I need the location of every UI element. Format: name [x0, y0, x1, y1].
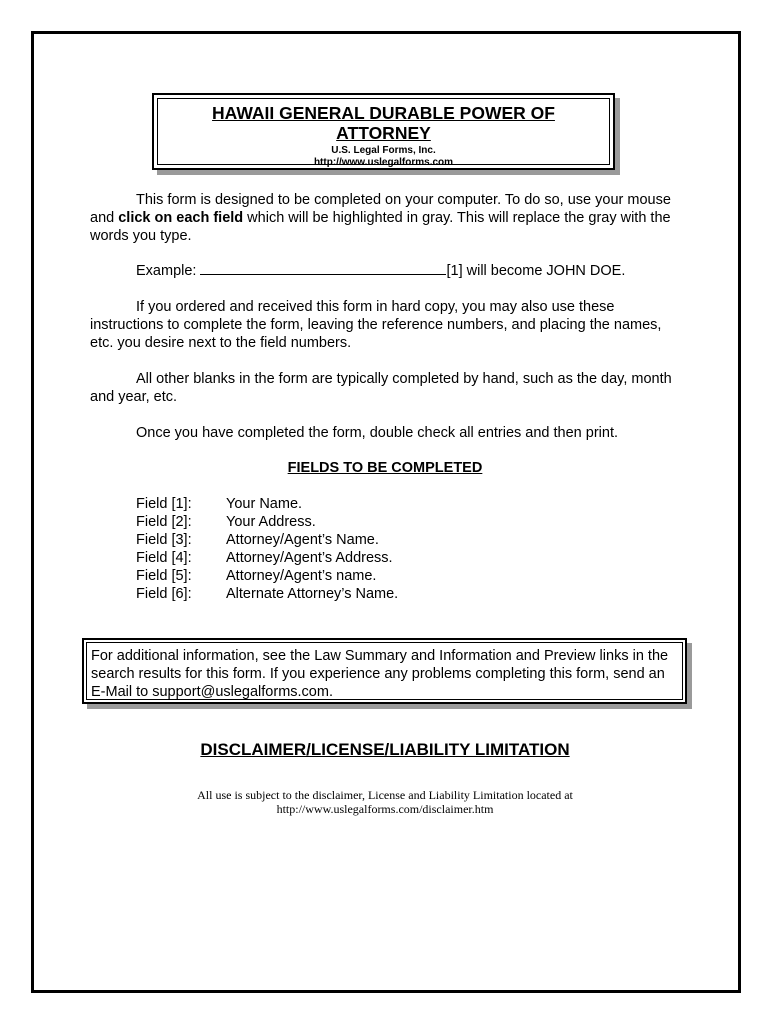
fields-heading: FIELDS TO BE COMPLETED	[287, 460, 483, 476]
intro-text-start: This form is designed to be completed on your computer. To do so, use your mouse and	[90, 192, 671, 226]
disclaimer-text	[0, 788, 770, 816]
field-row	[136, 567, 398, 585]
title-line-2: ATTORNEY	[336, 123, 431, 143]
field-number: Field [6]:	[136, 586, 192, 602]
field-row	[136, 513, 398, 531]
field-number: Field [1]:	[136, 496, 192, 512]
example-suffix: [1] will become JOHN DOE.	[446, 263, 626, 279]
field-number: Field [4]:	[136, 550, 192, 566]
other-blanks-paragraph: All other blanks in the form are typically completed by hand, such as the day, month and year, etc.	[90, 371, 672, 405]
title-inner-border	[157, 98, 610, 168]
field-description: Attorney/Agent’s Name.	[226, 532, 379, 548]
field-row	[136, 495, 398, 513]
publisher-website: http://www.uslegalforms.com	[313, 157, 454, 168]
additional-info-text: For additional information, see the Law Summary and Information and Preview links in the search results for this form. If you experience any problems completing this form, send an E-Mail to support@uslegalforms.com.	[86, 642, 683, 700]
field-number: Field [3]:	[136, 532, 192, 548]
field-description: Your Address.	[226, 514, 316, 530]
hard-copy-paragraph: If you ordered and received this form in hard copy, you may also use these instructions to complete the form, leaving the reference numbers, and placing the names, etc. you desire next to the field numbers.	[90, 299, 662, 351]
publisher-name: U.S. Legal Forms, Inc.	[331, 145, 436, 156]
intro-bold-text: click on each field	[118, 210, 244, 226]
intro-text-end: which will be highlighted in gray. This will replace the gray with the words you type.	[90, 210, 671, 244]
additional-info-box	[82, 638, 687, 704]
field-description: Attorney/Agent’s Address.	[226, 550, 393, 566]
print-note-paragraph: Once you have completed the form, double check all entries and then print.	[136, 425, 619, 441]
field-row	[136, 549, 398, 567]
disclaimer-heading: DISCLAIMER/LICENSE/LIABILITY LIMITATION	[200, 740, 570, 759]
field-number: Field [2]:	[136, 514, 192, 530]
disclaimer-link: http://www.uslegalforms.com/disclaimer.htm	[276, 802, 494, 816]
field-row	[136, 585, 398, 603]
field-description: Your Name.	[226, 496, 303, 512]
field-number: Field [5]:	[136, 568, 192, 584]
example-paragraph	[90, 262, 680, 280]
fields-list	[136, 495, 398, 603]
field-row	[136, 531, 398, 549]
example-blank-field	[200, 262, 446, 275]
field-description: Attorney/Agent’s name.	[226, 568, 377, 584]
disclaimer-line-1: All use is subject to the disclaimer, License and Liability Limitation located at	[197, 788, 573, 802]
title-line-1: HAWAII GENERAL DURABLE POWER OF	[212, 103, 555, 123]
field-description: Alternate Attorney’s Name.	[226, 586, 399, 602]
document-title	[158, 103, 609, 143]
intro-paragraph	[90, 191, 680, 245]
example-label: Example:	[136, 263, 201, 279]
title-box	[152, 93, 615, 170]
